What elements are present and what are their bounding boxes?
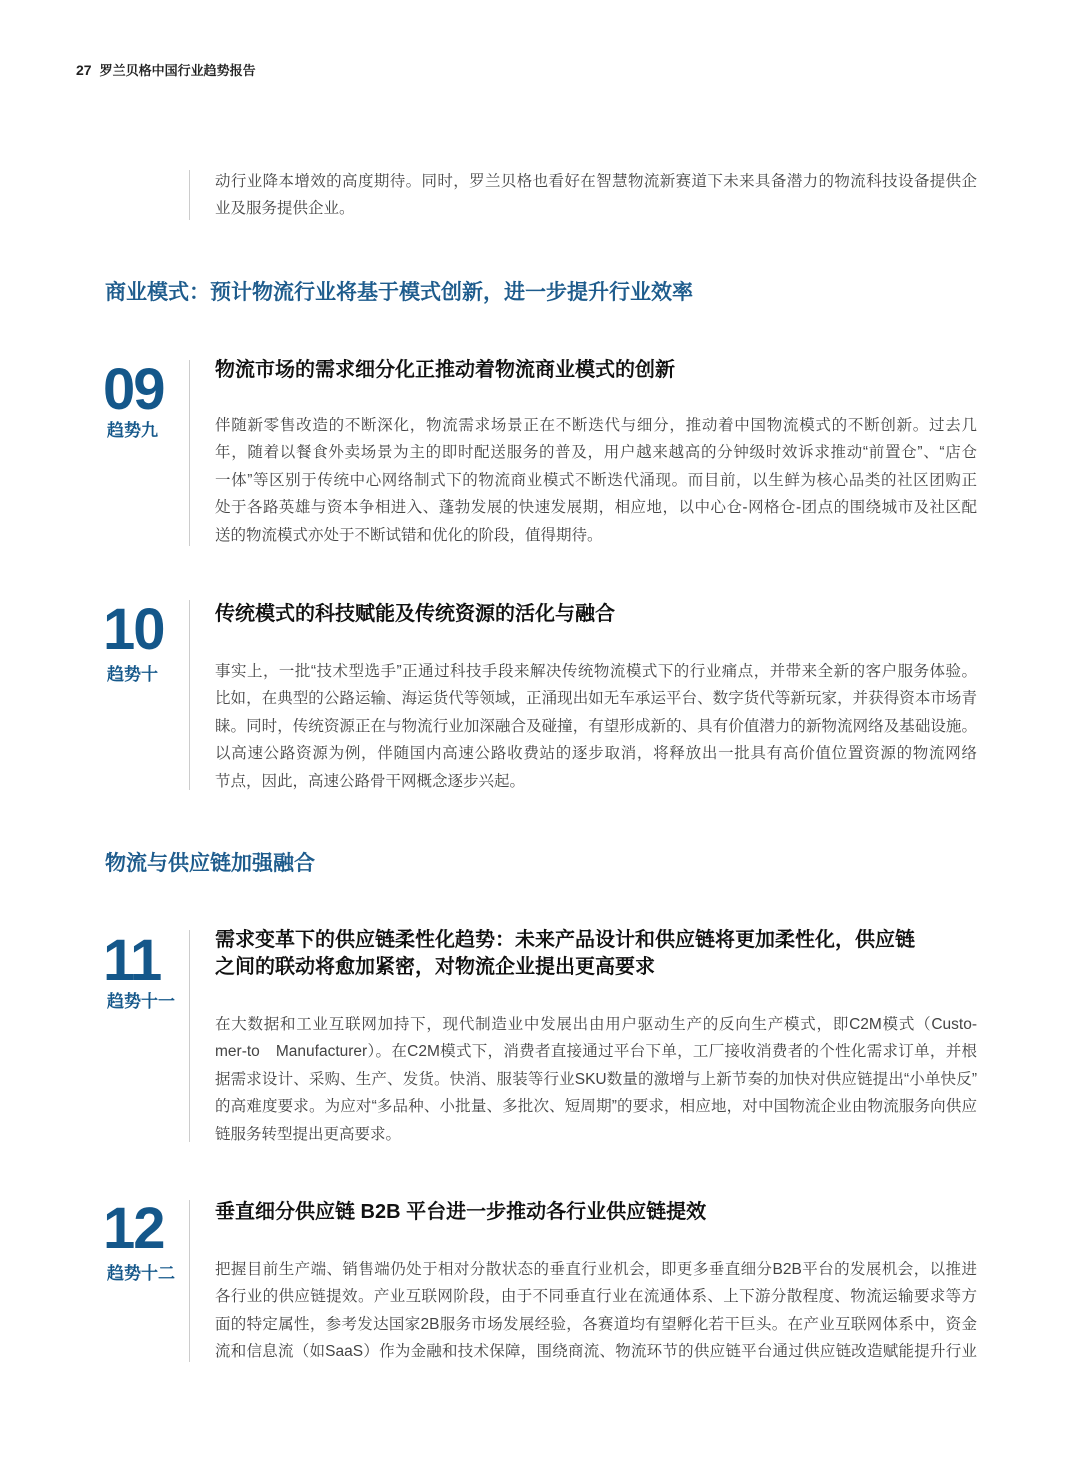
trend-label: 趋势九	[107, 421, 158, 440]
page-number: 27	[76, 62, 92, 78]
section-title-business-model: 商业模式：预计物流行业将基于模式创新，进一步提升行业效率	[105, 281, 693, 304]
title-line: 物流市场的需求细分化正推动着物流商业模式的创新	[215, 359, 675, 381]
trend-paragraph	[215, 1256, 977, 1366]
text-line: 一体”等区别于传统中心网络制式下的物流商业模式不断迭代涌现。而目前，以生鲜为核心品类的社区团购正	[215, 471, 977, 489]
trend-number: 11	[103, 928, 161, 993]
text-line: 比如，在典型的公路运输、海运货代等领域，正涌现出如无车承运平台、数字货代等新玩家，并获得资本市场青	[215, 690, 977, 708]
text-line: 的高难度要求。为应对“多品种、小批量、多批次、短周期”的要求，相应地，对中国物流企业由物流服务向供应	[215, 1098, 977, 1116]
trend-number: 10	[103, 597, 164, 662]
text-line: 伴随新零售改造的不断深化，物流需求场景正在不断迭代与细分，推动着中国物流模式的不断创新。过去几	[215, 417, 977, 434]
text-line: mer-to Manufacturer）。在C2M模式下，消费者直接通过平台下单，工厂接收消费者的个性化需求订单，并根	[215, 1043, 977, 1061]
text-line: 在大数据和工业互联网加持下，现代制造业中发展出由用户驱动生产的反向生产模式，即C2M模式（Custo-	[215, 1016, 977, 1033]
divider	[189, 600, 190, 790]
title-line: 之间的联动将愈加紧密，对物流企业提出更高要求	[215, 956, 655, 978]
page-header	[76, 60, 256, 79]
text-line: 把握目前生产端、销售端仍处于相对分散状态的垂直行业机会，即更多垂直细分B2B平台的发展机会，以推进	[215, 1261, 977, 1278]
trend-label: 趋势十一	[107, 992, 175, 1011]
text-line: 节点，因此，高速公路骨干网概念逐步兴起。	[215, 772, 526, 790]
trend-title	[215, 1199, 977, 1226]
intro-paragraph	[215, 168, 977, 223]
trend-paragraph	[215, 1011, 977, 1148]
text-line: 送的物流模式亦处于不断试错和优化的阶段，值得期待。	[215, 526, 603, 544]
divider	[189, 1200, 190, 1362]
text-line: 处于各路英雄与资本争相进入、蓬勃发展的快速发展期，相应地，以中心仓-网格仓-团点的围绕城市及社区配	[215, 499, 977, 517]
text-line: 据需求设计、采购、生产、发货。快消、服装等行业SKU数量的激增与上新节奏的加快对供应链提出“小单快反”	[215, 1070, 977, 1088]
trend-label: 趋势十二	[107, 1264, 175, 1283]
trend-title	[215, 601, 977, 628]
title-line: 垂直细分供应链 B2B 平台进一步推动各行业供应链提效	[215, 1201, 707, 1223]
divider	[189, 170, 190, 220]
text-line: 链服务转型提出更高要求。	[215, 1125, 402, 1143]
trend-number: 09	[103, 357, 164, 422]
text-line: 各行业的供应链提效。产业互联网阶段，由于不同垂直行业在流通体系、上下游分散程度、物流运输要求等方	[215, 1288, 977, 1306]
text-line: 流和信息流（如SaaS）作为金融和技术保障，围绕商流、物流环节的供应链平台通过供应链改造赋能提升行业	[215, 1343, 977, 1361]
trend-paragraph	[215, 412, 977, 549]
text-line: 业及服务提供企业。	[215, 200, 355, 218]
report-title: 罗兰贝格中国行业趋势报告	[99, 63, 256, 78]
trend-title	[215, 357, 977, 384]
trend-label: 趋势十	[107, 665, 158, 684]
text-line: 以高速公路资源为例，伴随国内高速公路收费站的逐步取消，将释放出一批具有高价值位置资源的物流网络	[215, 745, 977, 763]
divider	[189, 360, 190, 546]
section-title-supply-chain: 物流与供应链加强融合	[105, 852, 315, 875]
text-line: 动行业降本增效的高度期待。同时，罗兰贝格也看好在智慧物流新赛道下未来具备潜力的物流科技设备提供企	[215, 173, 977, 190]
text-line: 事实上，一批“技术型选手”正通过科技手段来解决传统物流模式下的行业痛点，并带来全新的客户服务体验。	[215, 663, 977, 680]
text-line: 年，随着以餐食外卖场景为主的即时配送服务的普及，用户越来越高的分钟级时效诉求推动“前置仓”、“店仓	[215, 444, 977, 462]
title-line: 需求变革下的供应链柔性化趋势：未来产品设计和供应链将更加柔性化，供应链	[215, 929, 915, 951]
trend-title	[215, 927, 977, 981]
text-line: 睐。同时，传统资源正在与物流行业加深融合及碰撞，有望形成新的、具有价值潜力的新物流网络及基础设施。	[215, 717, 977, 735]
title-line: 传统模式的科技赋能及传统资源的活化与融合	[215, 603, 615, 625]
trend-number: 12	[103, 1196, 164, 1261]
text-line: 面的特定属性，参考发达国家2B服务市场发展经验，各赛道均有望孵化若干巨头。在产业互联网体系中，资金	[215, 1315, 977, 1333]
divider	[189, 930, 190, 1142]
trend-paragraph	[215, 658, 977, 795]
